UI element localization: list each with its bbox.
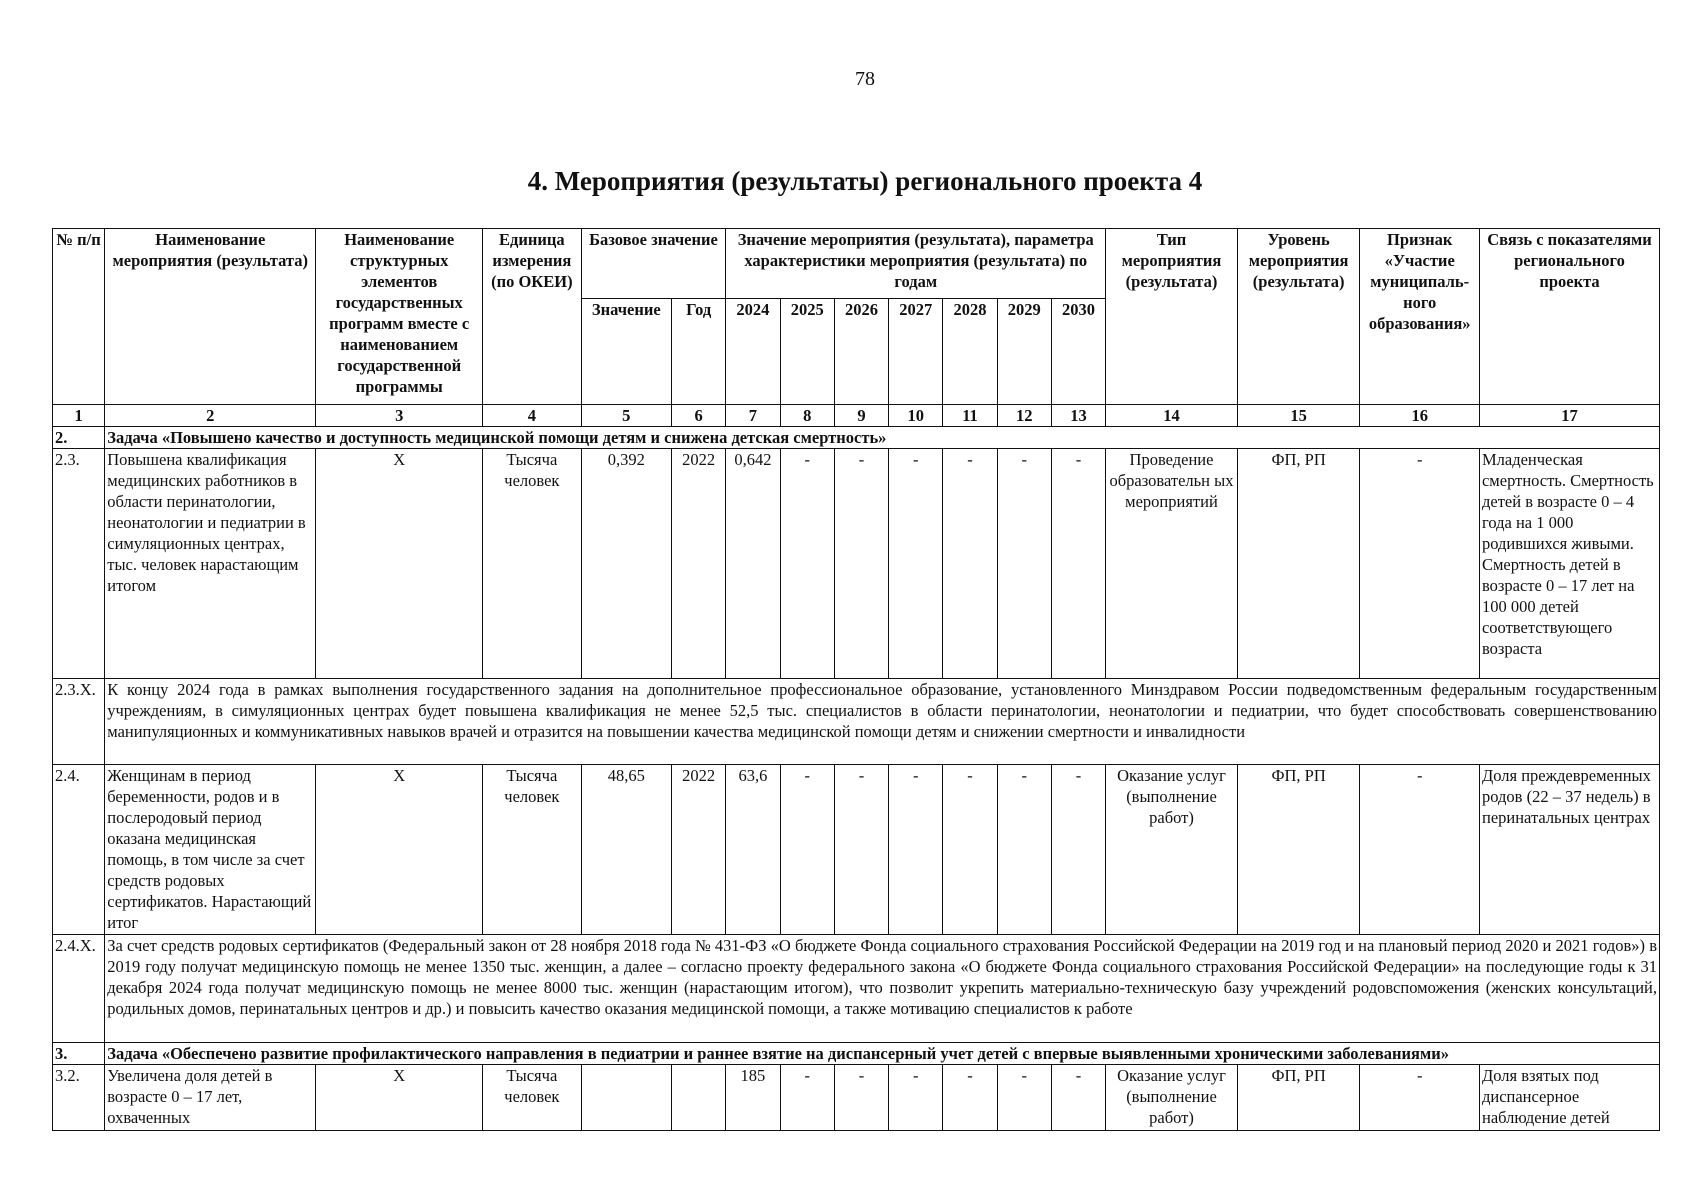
row-base-year: [672, 1065, 726, 1131]
header-year: 2027: [889, 299, 943, 405]
row-struct: Х: [316, 765, 483, 935]
col-number: 1: [53, 405, 105, 427]
row-num: 2.4.: [53, 765, 105, 935]
header-values-group: Значение мероприятия (результата), параметра характеристики мероприятия (результата) по годам: [726, 229, 1106, 299]
row-year-value: -: [943, 765, 997, 935]
row-year-value: -: [780, 765, 834, 935]
row-unit: Тысяча человек: [483, 1065, 581, 1131]
row-base-year: 2022: [672, 765, 726, 935]
col-number: 5: [581, 405, 671, 427]
row-num: 3.2.: [53, 1065, 105, 1131]
row-year-value: 63,6: [726, 765, 780, 935]
col-number: 10: [889, 405, 943, 427]
col-number: 14: [1106, 405, 1238, 427]
row-year-value: -: [780, 449, 834, 679]
row-year-value: -: [997, 449, 1051, 679]
row-link: Доля преждевременных родов (22 – 37 недель) в перинатальных центрах: [1479, 765, 1659, 935]
header-year: 2025: [780, 299, 834, 405]
col-number: 13: [1051, 405, 1105, 427]
row-year-value: -: [1051, 449, 1105, 679]
column-number-row: [53, 405, 1660, 427]
row-year-value: -: [889, 449, 943, 679]
row-level: ФП, РП: [1237, 1065, 1360, 1131]
row-year-value: 185: [726, 1065, 780, 1131]
row-year-value: -: [834, 1065, 888, 1131]
task-num: 2.: [53, 427, 105, 449]
row-link: Младенческая смертность. Смертность детей в возрасте 0 – 4 года на 1 000 родившихся живыми. Смертность детей в возрасте 0 – 17 лет на 100 000 детей соответствующего возраста: [1479, 449, 1659, 679]
row-struct: Х: [316, 1065, 483, 1131]
row-struct: Х: [316, 449, 483, 679]
row-level: ФП, РП: [1237, 449, 1360, 679]
row-year-value: -: [943, 1065, 997, 1131]
header-year: 2026: [834, 299, 888, 405]
row-name: Женщинам в период беременности, родов и в послеродовый период оказана медицинская помощь, в том числе за счет средств родовых сертификатов. Нарастающий итог: [105, 765, 316, 935]
projects-table: [52, 228, 1660, 1131]
task-text: Задача «Обеспечено развитие профилактического направления в педиатрии и раннее взятие на диспансерный учет детей с впервые выявленными хроническими заболеваниями»: [105, 1043, 1660, 1065]
col-number: 8: [780, 405, 834, 427]
header-unit: Единица измерения (по ОКЕИ): [483, 229, 581, 405]
row-sign: -: [1360, 1065, 1480, 1131]
col-number: 12: [997, 405, 1051, 427]
col-number: 2: [105, 405, 316, 427]
note-num: 2.3.Х.: [53, 679, 105, 765]
row-year-value: -: [834, 449, 888, 679]
header-base-value: Значение: [581, 299, 671, 405]
row-name: Повышена квалификация медицинских работников в области перинатологии, неонатологии и педиатрии в симуляционных центрах, тыс. человек нарастающим итогом: [105, 449, 316, 679]
col-number: 4: [483, 405, 581, 427]
task-num: 3.: [53, 1043, 105, 1065]
col-number: 16: [1360, 405, 1480, 427]
header-name: Наименование мероприятия (результата): [105, 229, 316, 405]
col-number: 3: [316, 405, 483, 427]
document-title: 4. Мероприятия (результаты) регионального проекта 4: [527, 166, 1203, 196]
row-year-value: -: [889, 765, 943, 935]
row-year-value: -: [943, 449, 997, 679]
row-unit: Тысяча человек: [483, 765, 581, 935]
header-year: 2030: [1051, 299, 1105, 405]
header-year: 2028: [943, 299, 997, 405]
row-base-value: 48,65: [581, 765, 671, 935]
row-year-value: -: [1051, 765, 1105, 935]
row-base-year: 2022: [672, 449, 726, 679]
row-sign: -: [1360, 765, 1480, 935]
col-number: 15: [1237, 405, 1360, 427]
task-row: [53, 427, 1660, 449]
row-type: Оказание услуг (выполнение работ): [1106, 1065, 1238, 1131]
row-name: Увеличена доля детей в возрасте 0 – 17 лет, охваченных: [105, 1065, 316, 1131]
table-row-note: [53, 935, 1660, 1043]
note-text: За счет средств родовых сертификатов (Федеральный закон от 28 ноября 2018 года № 431-ФЗ «О бюджете Фонда социального страхования Российской Федерации на 2019 год и на плановый период 2020 и 2021 годов») в 2019 году получат медицинскую помощь не менее 1350 тыс. женщин, а далее – согласно проекту федерального закона «О бюджете Фонда социального страхования Российской Федерации» на последующие годы к 31 декабря 2024 года получат медицинскую помощь не менее 8000 тыс. женщин (нарастающим итогом), что позволит укрепить материально-техническую базу учреждений родовспоможения (женских консультаций, родильных домов, перинатальных центров и др.) и повысить качество оказания медицинской помощи, а также мотивацию специалистов к работе: [105, 935, 1660, 1043]
page-number: 78: [855, 68, 875, 90]
row-link: Доля взятых под диспансерное наблюдение детей: [1479, 1065, 1659, 1131]
header-base: Базовое значение: [581, 229, 726, 299]
col-number: 11: [943, 405, 997, 427]
row-type: Проведение образовательн ых мероприятий: [1106, 449, 1238, 679]
header-year: 2029: [997, 299, 1051, 405]
header-year: 2024: [726, 299, 780, 405]
header-struct: Наименование структурных элементов государственных программ вместе с наименованием государственной программы: [316, 229, 483, 405]
row-unit: Тысяча человек: [483, 449, 581, 679]
header-level: Уровень мероприятия (результата): [1237, 229, 1360, 405]
row-year-value: -: [834, 765, 888, 935]
row-year-value: -: [780, 1065, 834, 1131]
row-type: Оказание услуг (выполнение работ): [1106, 765, 1238, 935]
col-number: 17: [1479, 405, 1659, 427]
header-type: Тип мероприятия (результата): [1106, 229, 1238, 405]
table-row: [53, 1065, 1660, 1131]
header-row-1: [53, 229, 1660, 299]
row-year-value: -: [1051, 1065, 1105, 1131]
header-sign: Признак «Участие муниципаль- ного образования»: [1360, 229, 1480, 405]
row-sign: -: [1360, 449, 1480, 679]
header-num: № п/п: [53, 229, 105, 405]
row-base-value: [581, 1065, 671, 1131]
note-text: К концу 2024 года в рамках выполнения государственного задания на дополнительное профессиональное образование, установленного Минздравом России подведомственным федеральным государственным учреждениям, в симуляционных центрах будет повышена квалификация не менее 52,5 тыс. специалистов в области перинатологии, неонатологии и педиатрии, что будет способствовать совершенствованию манипуляционных и коммуникативных навыков врачей и отразится на повышении качества медицинской помощи детям и снижении смертности и инвалидности: [105, 679, 1660, 765]
row-year-value: -: [997, 765, 1051, 935]
note-num: 2.4.Х.: [53, 935, 105, 1043]
header-base-year: Год: [672, 299, 726, 405]
col-number: 7: [726, 405, 780, 427]
col-number: 9: [834, 405, 888, 427]
row-year-value: 0,642: [726, 449, 780, 679]
table-row-note: [53, 679, 1660, 765]
row-year-value: -: [997, 1065, 1051, 1131]
task-row: [53, 1043, 1660, 1065]
row-level: ФП, РП: [1237, 765, 1360, 935]
col-number: 6: [672, 405, 726, 427]
table-row: [53, 765, 1660, 935]
row-year-value: -: [889, 1065, 943, 1131]
row-num: 2.3.: [53, 449, 105, 679]
table-row: [53, 449, 1660, 679]
task-text: Задача «Повышено качество и доступность медицинской помощи детям и снижена детская смертность»: [105, 427, 1660, 449]
header-link: Связь с показателями регионального проекта: [1479, 229, 1659, 405]
row-base-value: 0,392: [581, 449, 671, 679]
